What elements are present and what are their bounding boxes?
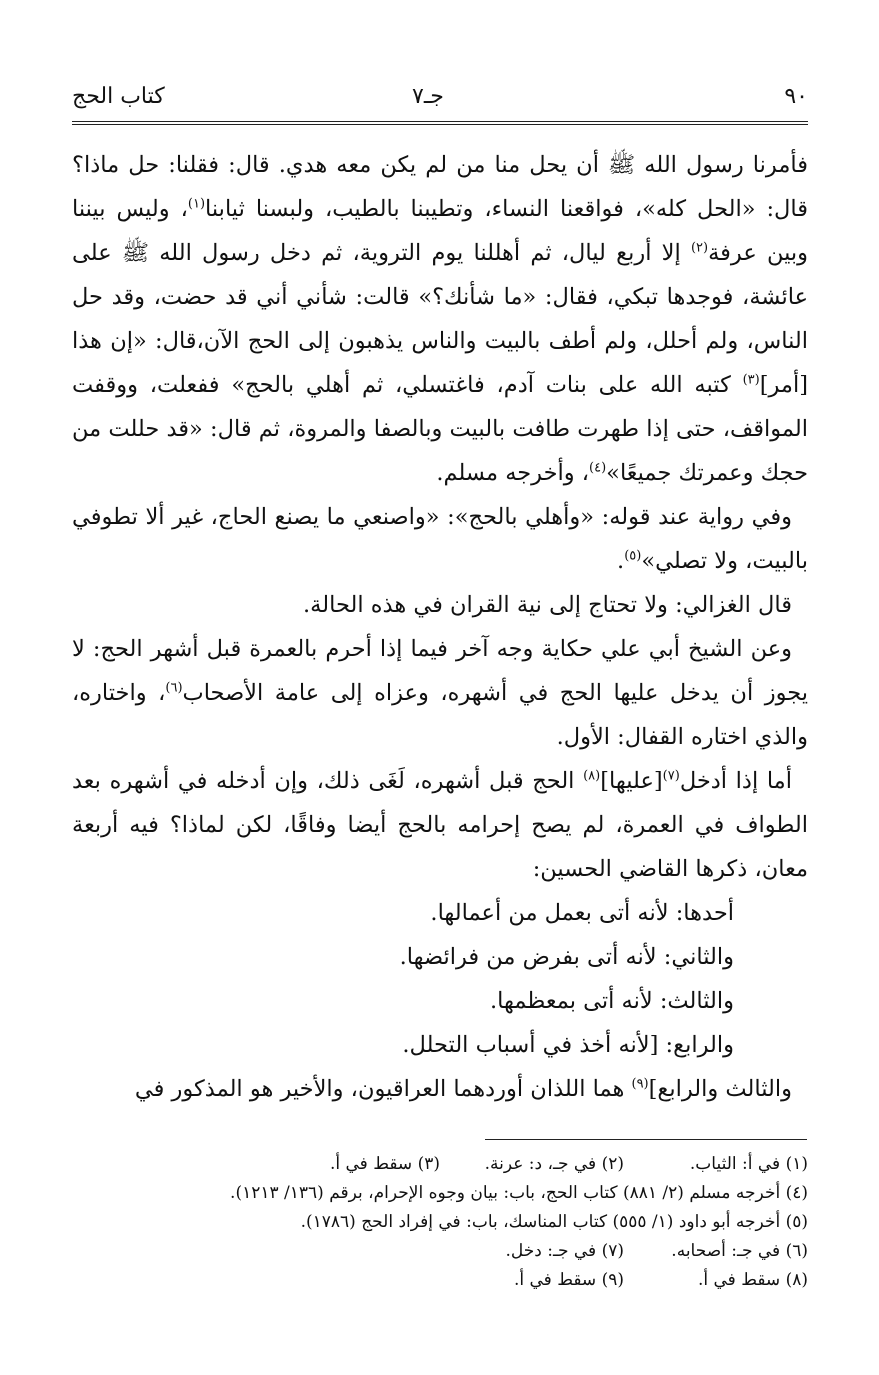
footnote-marker: (١) [187, 196, 206, 212]
footnote: (٤) أخرجه مسلم (٢/ ٨٨١) كتاب الحج، باب: بيان وجوه الإحرام، برقم (١٣٦/ ١٢١٣). [230, 1183, 808, 1203]
paragraph [72, 143, 808, 495]
footnote: (٧) في جـ: دخل. [505, 1241, 624, 1261]
text-run: . [617, 548, 625, 574]
footnote: (٨) سقط في أ. [697, 1270, 808, 1290]
list-item: أحدها: لأنه أتى بعمل من أعمالها. [430, 900, 734, 926]
text-run: وفي رواية عند قوله: «وأهلي بالحج»: «واصنعي ما يصنع الحاج، غير ألا تطوفي بالبيت، ولا تصلي» [72, 504, 808, 574]
paragraph [72, 759, 808, 891]
list-item: والثالث: لأنه أتى بمعظمها. [490, 988, 734, 1014]
text-run: والثالث والرابع] [648, 1076, 792, 1102]
footnote-marker: (٩) [631, 1076, 649, 1092]
paragraph [72, 495, 808, 583]
paragraph [72, 583, 808, 627]
text-run: ، وأخرجه مسلم. [436, 460, 590, 486]
footnote-row [72, 1208, 808, 1237]
text-run: الحج قبل أشهره، لَغَى ذلك، وإن أدخله في أشهره بعد الطواف في العمرة، لم يصح إحرامه بالحج أيضا وفاقًا، لكن لماذا؟ فيه أربعة معان، ذكرها القاضي الحسين: [72, 768, 808, 882]
list-item: والثاني: لأنه أتى بفرض من فرائضها. [399, 944, 734, 970]
footnote-marker: (٥) [624, 548, 642, 564]
footnote-marker: (٢) [690, 240, 709, 256]
footnote: (١) في أ: الثياب. [689, 1154, 808, 1174]
footnote-marker: (٨) [583, 768, 601, 784]
text-run: ، واختاره، والذي اختاره القفال: الأول. [72, 680, 808, 750]
paragraph [72, 1067, 808, 1111]
text-run: كتبه الله على بنات آدم، فاغتسلي، ثم أهلي بالحج» ففعلت، ووقفت المواقف، حتى إذا طهرت طافت بالبيت وبالصفا والمروة، ثم قال: «قد حللت من حجك وعمرتك جميعًا» [72, 372, 808, 486]
list-item: والرابع: [لأنه أخذ في أسباب التحلل. [402, 1032, 734, 1058]
footnote-separator [485, 1139, 807, 1140]
text-run: أما إذا أدخل [679, 768, 792, 794]
paragraph [72, 627, 808, 759]
text-run: ، وليس بيننا وبين عرفة [72, 196, 808, 266]
text-run: فأمرنا رسول الله ﷺ أن يحل منا من لم يكن معه هدي. قال: فقلنا: حل ماذا؟ قال: «الحل كله»، فواقعنا النساء، وتطيبنا بالطيب، ولبسنا ثيابنا [72, 152, 809, 222]
text-run: هما اللذان أوردهما العراقيون، والأخير هو المذكور في [134, 1076, 632, 1102]
footnote-marker: (٣) [742, 372, 760, 388]
footnote: (٥) أخرجه أبو داود (١/ ٥٥٥) كتاب المناسك، باب: في إفراد الحج (١٧٨٦). [300, 1212, 808, 1232]
volume-label: جـ٧ [412, 84, 444, 109]
page-number: ٩٠ [784, 84, 808, 109]
text-run: وعن الشيخ أبي علي حكاية وجه آخر فيما إذا أحرم بالعمرة قبل أشهر الحج: لا يجوز أن يدخل عليها الحج في أشهره، وعزاه إلى عامة الأصحاب [72, 636, 808, 706]
book-title: كتاب الحج [72, 84, 165, 109]
footnotes [72, 1150, 808, 1295]
text-run: [عليها] [600, 768, 663, 794]
footnote-row [72, 1150, 808, 1179]
body-text [72, 143, 808, 1111]
footnote-marker: (٦) [165, 680, 183, 696]
footnote-row [72, 1179, 808, 1208]
footnote-row [72, 1237, 808, 1266]
header-rule [72, 121, 808, 125]
footnote: (٣) سقط في أ. [329, 1154, 440, 1174]
page-header [72, 82, 808, 118]
text-run: قال الغزالي: ولا تحتاج إلى نية القران في هذه الحالة. [303, 592, 792, 618]
footnote: (٦) في جـ: أصحابه. [671, 1241, 808, 1261]
footnote: (٢) في جـ، د: عرنة. [484, 1154, 624, 1174]
footnote-marker: (٧) [662, 768, 680, 784]
footnote-row [72, 1266, 808, 1295]
footnote-marker: (٤) [589, 460, 607, 476]
text-run: إلا أربع ليال، ثم أهللنا يوم التروية، ثم دخل رسول الله ﷺ على عائشة، فوجدها تبكي، فقال: «ما شأنك؟» قالت: شأني أني قد حضت، وقد حل الناس، ولم أحلل، ولم أطف بالبيت والناس يذهبون إلى الحج الآن،قال: «إن هذا [أمر] [72, 240, 808, 398]
footnote: (٩) سقط في أ. [513, 1270, 624, 1290]
